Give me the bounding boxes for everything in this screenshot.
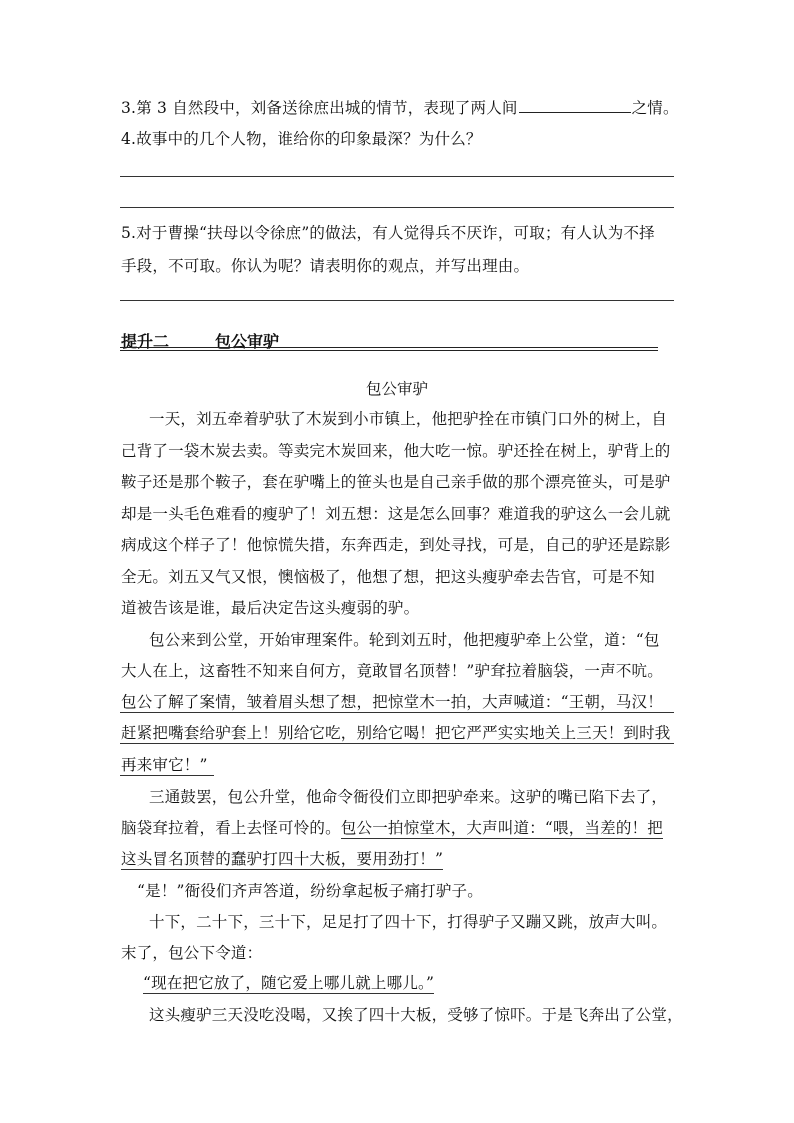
story-line: 这头瘦驴三天没吃没喝，又挨了四十大板，受够了惊吓。于是飞奔出了公堂， bbox=[149, 1006, 683, 1024]
story-line: 全无。刘五又气又恨，懊恼极了，他想了想，把这头瘦驴牵去告官，可是不知 bbox=[121, 568, 655, 586]
answer-line-q4-1[interactable] bbox=[120, 176, 674, 177]
story-line: 鞍子还是那个鞍子，套在驴嘴上的笹头也是自己亲手做的那个漂亮笹头，可是驴 bbox=[121, 473, 671, 491]
story-line-underlined: 包公了解了案情，皱着眉头想了想，把惊堂木一拍，大声喊道：“王朝，马汉！ bbox=[121, 693, 663, 711]
story-line: 大人在上，这畜牲不知来自何方，竟敢冒名顶替！”驴耷拉着脑袋，一声不吭。 bbox=[121, 662, 663, 680]
section-heading bbox=[121, 329, 279, 352]
section-divider-thin bbox=[120, 350, 658, 351]
question-5-line-1: 5.对于曹操“扶母以令徐庶”的做法，有人觉得兵不厌诈，可取；有人认为不择 bbox=[121, 224, 655, 242]
answer-line-q4-2[interactable] bbox=[120, 207, 674, 208]
question-3-text: 3.第 3 自然段中，刘备送徐庶出城的情节，表现了两人间 bbox=[121, 99, 518, 117]
underlined-text: 包公一拍惊堂木，大声叫道：“喂，当差的！把 bbox=[340, 819, 663, 837]
story-line: 末了，包公下令道： bbox=[121, 944, 263, 962]
section-title: 包公审驴 bbox=[215, 332, 280, 351]
story-title: 包公审驴 bbox=[365, 380, 428, 398]
story-line: 三通鼓罢，包公升堂，他命令衙役们立即把驴牵来。这驴的嘴已陷下去了， bbox=[149, 788, 668, 806]
story-line: 包公来到公堂，开始审理案件。轮到刘五时，他把瘦驴牵上公堂，道：“包 bbox=[149, 631, 660, 649]
story-line: “是！”衙役们齐声答道，纷纷拿起板子痛打驴子。 bbox=[137, 882, 483, 900]
story-text: 脑袋耷拉着，看上去怪可怜的。 bbox=[121, 819, 341, 837]
underline bbox=[120, 712, 674, 713]
underline bbox=[120, 775, 214, 776]
section-label: 提升二 bbox=[121, 332, 170, 351]
question-3-suffix: 之情。 bbox=[631, 99, 679, 117]
story-line: 却是一头毛色难看的瘦驴了！刘五想：这是怎么回事？难道我的驴这么一会儿就 bbox=[121, 505, 671, 523]
story-line: 己背了一袋木炭去卖。等卖完木炭回来，他大吃一惊。驴还拴在树上，驴背上的 bbox=[121, 442, 671, 460]
story-line: 病成这个样子了！他惊慌失措，东奔西走，到处寻找，可是，自己的驴还是踪影 bbox=[121, 536, 671, 554]
underlined-text: 这头冒名顶替的蠢驴打四十大板，要用劲打！” bbox=[121, 850, 444, 868]
story-line-underlined bbox=[143, 973, 434, 993]
question-3-blank[interactable] bbox=[519, 97, 631, 113]
story-line bbox=[121, 818, 663, 838]
story-line: 十下，二十下，三十下，足足打了四十下，打得驴子又蹦又跳，放声大叫。 bbox=[149, 913, 668, 931]
section-divider bbox=[120, 347, 658, 348]
underlined-text: “现在把它放了，随它爱上哪儿就上哪儿。” bbox=[143, 974, 435, 992]
story-line: 一天，刘五牵着驴驮了木炭到小市镇上，他把驴拴在市镇门口外的树上，自 bbox=[149, 410, 668, 428]
answer-line-q5[interactable] bbox=[120, 300, 674, 301]
story-line-underlined: 再来审它！” bbox=[121, 756, 208, 774]
question-5-line-2: 手段，不可取。你认为呢？请表明你的观点，并写出理由。 bbox=[121, 257, 530, 275]
story-line-underlined bbox=[121, 849, 443, 869]
question-4: 4.故事中的几个人物，谁给你的印象最深？为什么？ bbox=[121, 130, 482, 148]
story-line: 道被告该是谁，最后决定告这头瘦弱的驴。 bbox=[121, 599, 420, 617]
question-3 bbox=[121, 97, 679, 118]
story-line-underlined: 赶紧把嘴套给驴套上！别给它吃，别给它喝！把它严严实实地关上三天！到时我 bbox=[121, 724, 671, 742]
underline bbox=[120, 743, 674, 744]
